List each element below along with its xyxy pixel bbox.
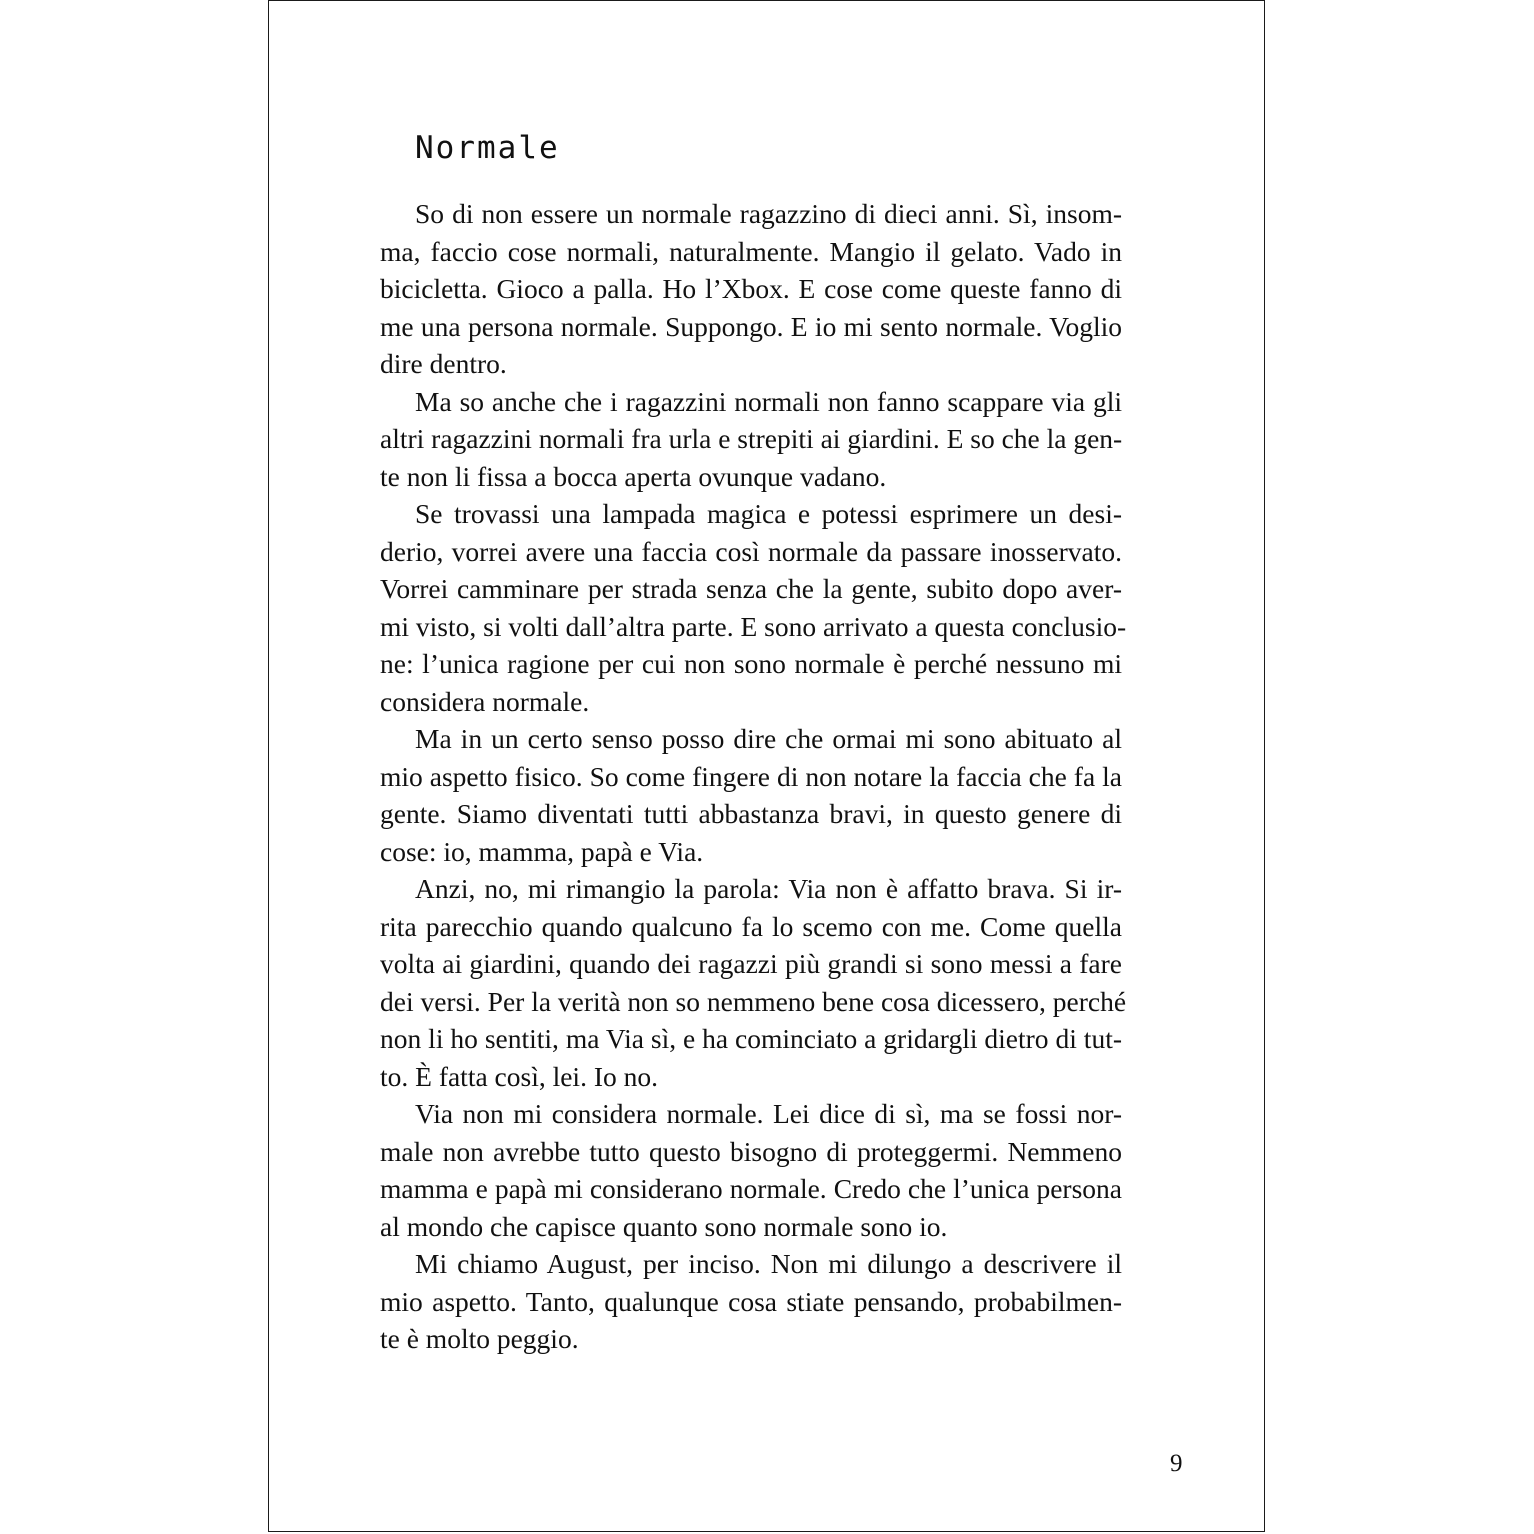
text-line: gente. Siamo diventati tutti abbastanza bravi, in questo genere di [380, 798, 1122, 829]
text-line: dire dentro. [380, 348, 507, 379]
text-line: to. È fatta così, lei. Io no. [380, 1060, 658, 1092]
paragraph [380, 383, 1122, 496]
text-line: Ma in un certo senso posso dire che ormai mi sono abituato al [415, 723, 1122, 754]
text-line: Via non mi considera normale. Lei dice di sì, ma se fossi nor- [415, 1098, 1122, 1129]
text-line: me una persona normale. Suppongo. E io mi sento normale. Voglio [380, 310, 1122, 342]
text-line: Se trovassi una lampada magica e potessi esprimere un desi- [415, 498, 1122, 529]
text-line: considera normale. [380, 685, 590, 717]
text-line: al mondo che capisce quanto sono normale sono io. [380, 1210, 948, 1242]
text-line: So di non essere un normale ragazzino di dieci anni. Sì, insom- [415, 198, 1122, 229]
text-line: ne: l’unica ragione per cui non sono normale è perché nessuno mi [380, 648, 1122, 679]
text-line: dei versi. Per la verità non so nemmeno bene cosa dicessero, perché [380, 985, 1127, 1017]
text-line: mi visto, si volti dall’altra parte. E sono arrivato a questa conclusio- [380, 610, 1127, 642]
page-number: 9 [1170, 1450, 1183, 1477]
text-line: Ma so anche che i ragazzini normali non fanno scappare via gli [415, 385, 1122, 417]
text-line: Vorrei camminare per strada senza che la gente, subito dopo aver- [380, 573, 1122, 604]
text-line: rita parecchio quando qualcuno fa lo scemo con me. Come quella [380, 910, 1122, 942]
text-line: te non li fissa a bocca aperta ovunque vadano. [380, 460, 887, 492]
paragraph [380, 870, 1127, 1095]
text-line: male non avrebbe tutto questo bisogno di proteggermi. Nemmeno [380, 1135, 1122, 1167]
text-line: ma, faccio cose normali, naturalmente. Mangio il gelato. Vado in [380, 235, 1122, 267]
text-line: volta ai giardini, quando dei ragazzi più grandi si sono messi a fare [380, 948, 1122, 979]
text-line: Mi chiamo August, per inciso. Non mi dilungo a descrivere il [415, 1248, 1122, 1279]
paragraph [380, 1245, 1122, 1358]
text-line: Anzi, no, mi rimangio la parola: Via non è affatto brava. Si ir- [415, 873, 1122, 904]
text-line: cose: io, mamma, papà e Via. [380, 835, 704, 867]
paragraph [380, 720, 1122, 870]
text-line: non li ho sentiti, ma Via sì, e ha cominciato a gridargli dietro di tut- [380, 1023, 1122, 1054]
text-line: mio aspetto. Tanto, qualunque cosa stiate pensando, probabilmen- [380, 1285, 1122, 1317]
chapter-body [380, 195, 1127, 1358]
text-line: mamma e papà mi considerano normale. Credo che l’unica persona [380, 1173, 1122, 1204]
text-line: mio aspetto fisico. So come fingere di non notare la faccia che fa la [380, 760, 1122, 792]
text-line: altri ragazzini normali fra urla e strepiti ai giardini. E so che la gen- [380, 423, 1123, 454]
text-line: derio, vorrei avere una faccia così normale da passare inosservato. [380, 535, 1122, 567]
chapter-title: Normale [415, 130, 560, 166]
paragraph [380, 195, 1122, 383]
text-line: te è molto peggio. [380, 1323, 579, 1354]
paragraph [380, 495, 1127, 720]
text-line: bicicletta. Gioco a palla. Ho l’Xbox. E cose come queste fanno di [380, 273, 1122, 304]
paragraph [380, 1095, 1122, 1245]
